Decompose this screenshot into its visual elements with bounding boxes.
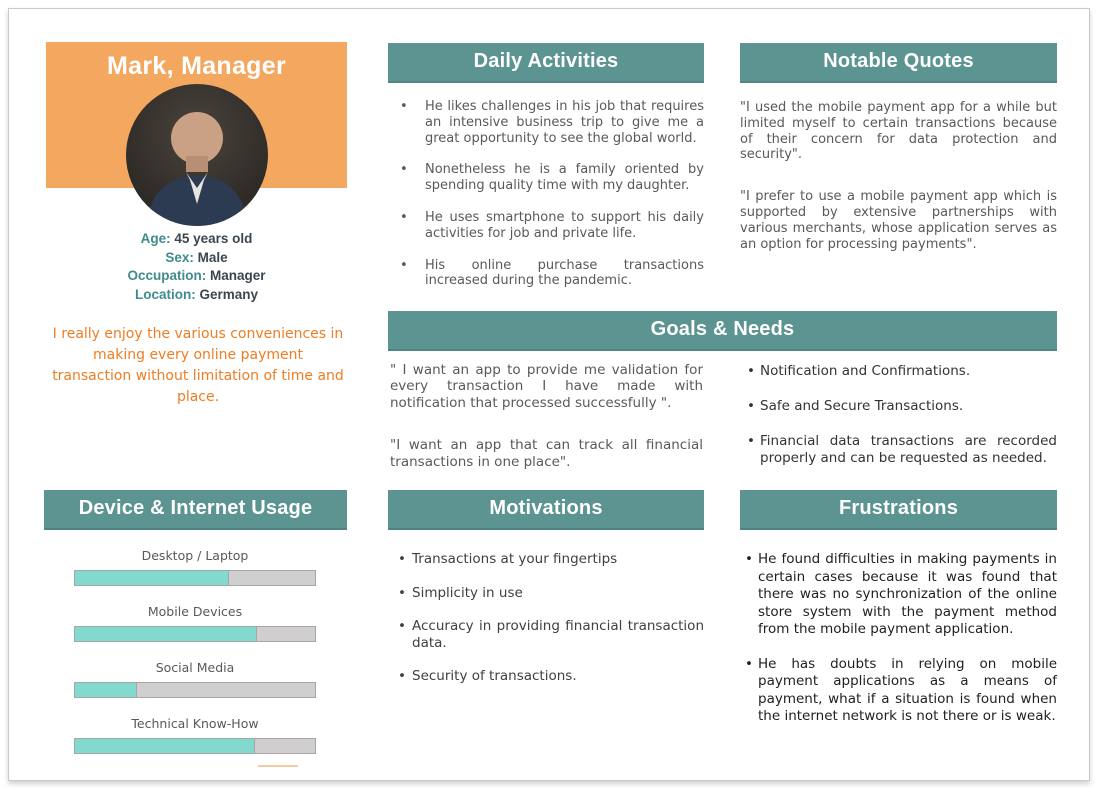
quote-paragraph: "I prefer to use a mobile payment app which is supported by extensive partnerships with various merchants, whose application serves as an option for processing payments". <box>740 189 1057 252</box>
list-item: • Simplicity in use <box>388 585 704 602</box>
sex-value: Male <box>197 249 228 265</box>
bullet-icon: • <box>745 551 753 567</box>
occupation-value: Manager <box>210 268 266 283</box>
daily-activities-list <box>388 99 704 305</box>
persona-name: Mark, Manager <box>107 52 286 80</box>
bullet-icon: • <box>747 363 755 379</box>
list-item: • He uses smartphone to support his daily activities for job and private life. <box>388 210 704 242</box>
usage-bar-desktop: Desktop / Laptop <box>74 548 316 586</box>
location-value: Germany <box>199 286 259 302</box>
list-item: • Transactions at your fingertips <box>388 551 704 568</box>
list-item: • His online purchase transactions increased during the pandemic. <box>388 258 704 290</box>
quote-paragraph: "I used the mobile payment app for a while but limited myself to certain transactions because of their concern for data protection and security". <box>740 100 1057 163</box>
usage-bar-technical: Technical Know-How <box>74 716 316 754</box>
list-item: • He has doubts in relying on mobile payment applications as a means of payment, what if a situation is found when the internet network is not there or is weak. <box>740 656 1057 726</box>
list-item: • Financial data transactions are recorded properly and can be requested as needed. <box>742 433 1057 467</box>
bar-fill <box>75 627 257 641</box>
profile-photo <box>126 84 268 226</box>
bar-fill <box>75 683 137 697</box>
list-item: • He likes challenges in his job that requires an intensive business trip to give me a great opportunity to see the global world. <box>388 99 704 146</box>
age-value: 45 years old <box>174 231 253 246</box>
frustrations-list <box>740 551 1057 743</box>
bullet-icon: • <box>745 655 753 672</box>
goals-needs-header: Goals & Needs <box>388 311 1057 351</box>
bullet-icon: • <box>400 162 408 178</box>
person-silhouette-icon <box>126 84 268 226</box>
list-item: • Security of transactions. <box>388 668 704 685</box>
bullet-icon: • <box>400 209 408 225</box>
bar-track <box>74 682 316 698</box>
goal-quote: "I want an app that can track all financial transactions in one place". <box>390 437 703 470</box>
persona-quote: I really enjoy the various conveniences in making every online payment transaction without limitation of time and place. <box>52 326 344 405</box>
bullet-icon: • <box>398 668 406 684</box>
bullet-icon: • <box>398 618 406 634</box>
location-label: Location: <box>134 286 196 302</box>
notable-quotes-header: Notable Quotes <box>740 43 1057 83</box>
motivations-list <box>388 551 704 702</box>
goals-needs-list <box>742 363 1057 485</box>
notable-quotes-body <box>740 100 1057 278</box>
bullet-icon: • <box>398 584 406 601</box>
bar-fill <box>75 739 255 753</box>
sex-label: Sex: <box>165 249 194 265</box>
list-item: • He found difficulties in making payments in certain cases because it was found that there was no synchronization of the online store system with the payment method from the mobile payment application. <box>740 551 1057 639</box>
partial-element-line <box>258 765 298 767</box>
bullet-icon: • <box>400 257 408 273</box>
usage-bar-social: Social Media <box>74 660 316 698</box>
bullet-icon: • <box>747 398 755 414</box>
detail-row-age <box>46 230 347 249</box>
daily-activities-header: Daily Activities <box>388 43 704 83</box>
occupation-label: Occupation: <box>127 268 207 283</box>
bar-fill <box>75 571 229 585</box>
bullet-icon: • <box>398 551 406 567</box>
goals-needs-quotes <box>390 362 703 496</box>
detail-row-sex <box>46 249 347 268</box>
frustrations-header: Frustrations <box>740 490 1057 530</box>
device-usage-bars <box>74 548 316 772</box>
bar-track <box>74 738 316 754</box>
profile-details <box>46 230 347 304</box>
list-item: • Notification and Confirmations. <box>742 363 1057 380</box>
detail-row-occupation <box>46 267 347 286</box>
list-item: • Nonetheless he is a family oriented by spending quality time with my daughter. <box>388 162 704 194</box>
age-label: Age: <box>140 231 171 246</box>
bar-track <box>74 570 316 586</box>
usage-bar-mobile: Mobile Devices <box>74 604 316 642</box>
bullet-icon: • <box>747 433 755 449</box>
device-usage-header: Device & Internet Usage <box>44 490 347 530</box>
bar-track <box>74 626 316 642</box>
list-item: • Accuracy in providing financial transaction data. <box>388 618 704 651</box>
motivations-header: Motivations <box>388 490 704 530</box>
goal-quote: " I want an app to provide me validation for every transaction I have made with notification that processed successfully ". <box>390 362 703 411</box>
bullet-icon: • <box>400 99 408 114</box>
detail-row-location <box>46 286 347 305</box>
list-item: • Safe and Secure Transactions. <box>742 398 1057 415</box>
